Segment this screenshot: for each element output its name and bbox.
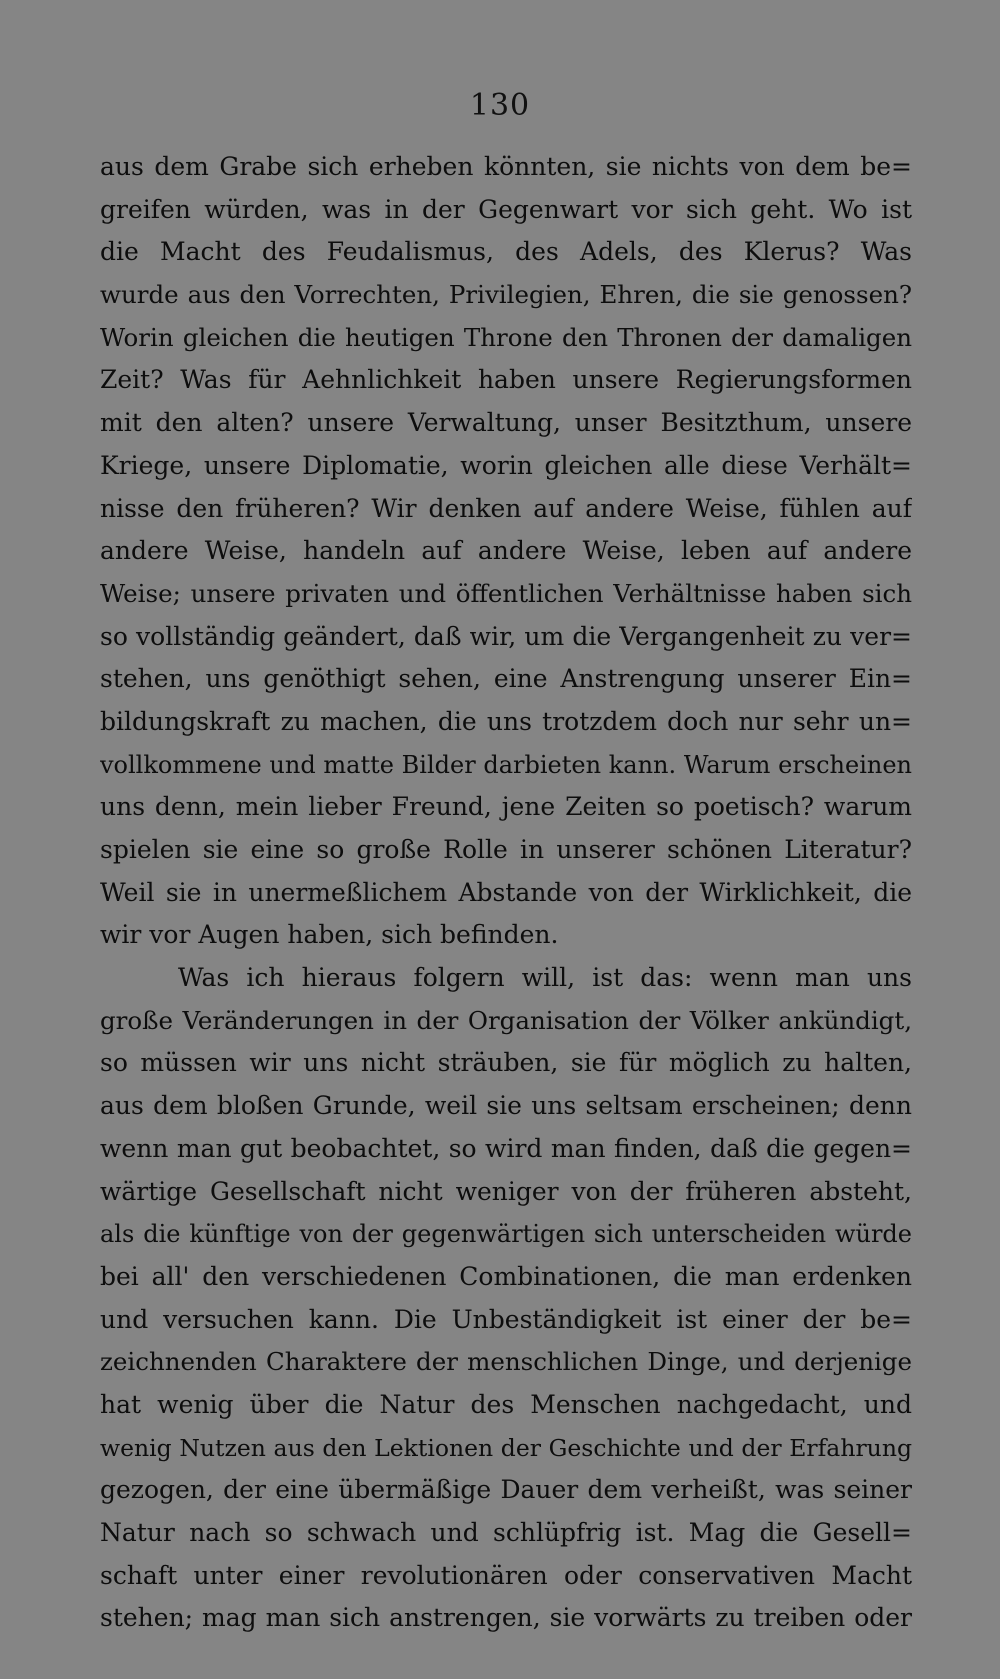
body-text [100, 146, 912, 1640]
text-line: Weil sie in unermeßlichem Abstande von der Wirklichkeit, die [100, 877, 912, 907]
text-line: große Veränderungen in der Organisation der Völker ankündigt, [100, 1005, 912, 1035]
text-line: stehen; mag man sich anstrengen, sie vorwärts zu treiben oder [100, 1603, 912, 1633]
text-line: schaft unter einer revolutionären oder conservativen Macht [100, 1560, 912, 1590]
text-line: mit den alten? unsere Verwaltung, unser Besitzthum, unsere [100, 408, 912, 438]
text-line: hat wenig über die Natur des Menschen nachgedacht, und [100, 1389, 912, 1419]
text-line: zeichnenden Charaktere der menschlichen Dinge, und derjenige [100, 1347, 912, 1377]
text-line: andere Weise, handeln auf andere Weise, leben auf andere [100, 536, 912, 566]
paragraph-start-line: Was ich hieraus folgern will, ist das: wenn man uns [178, 963, 912, 993]
text-line: bei all' den verschiedenen Combinationen, die man erdenken [100, 1261, 912, 1291]
text-line: so vollständig geändert, daß wir, um die Vergangenheit zu ver= [100, 621, 912, 651]
text-line: die Macht des Feudalismus, des Adels, des Klerus? Was [100, 237, 912, 267]
text-line: Worin gleichen die heutigen Throne den Thronen der damaligen [100, 322, 912, 352]
text-line: nisse den früheren? Wir denken auf andere Weise, fühlen auf [100, 493, 912, 523]
text-line: spielen sie eine so große Rolle in unserer schönen Literatur? [100, 835, 912, 864]
text-line: aus dem Grabe sich erheben könnten, sie nichts von dem be= [100, 152, 912, 181]
text-line: uns denn, mein lieber Freund, jene Zeiten so poetisch? warum [100, 792, 912, 822]
text-line: wurde aus den Vorrechten, Privilegien, Ehren, die sie genossen? [100, 280, 912, 310]
text-line: so müssen wir uns nicht sträuben, sie für möglich zu halten, [100, 1048, 912, 1078]
text-line: Natur nach so schwach und schlüpfrig ist. Mag die Gesell= [100, 1518, 912, 1547]
text-line: stehen, uns genöthigt sehen, eine Anstrengung unserer Ein= [100, 664, 912, 694]
text-line: Zeit? Was für Aehnlichkeit haben unsere Regierungsformen [100, 365, 912, 395]
page-number: 130 [469, 88, 531, 123]
text-line: als die künftige von der gegenwärtigen sich unterscheiden würde [100, 1220, 912, 1249]
text-line: wenig Nutzen aus den Lektionen der Geschichte und der Erfahrung [100, 1433, 912, 1462]
text-line: greifen würden, was in der Gegenwart vor sich geht. Wo ist [100, 194, 912, 224]
text-line: Kriege, unsere Diplomatie, worin gleichen alle diese Verhält= [100, 450, 912, 480]
text-line: aus dem bloßen Grunde, weil sie uns seltsam erscheinen; denn [100, 1091, 912, 1121]
text-line: Weise; unsere privaten und öffentlichen Verhältnisse haben sich [100, 578, 912, 608]
text-line: und versuchen kann. Die Unbeständigkeit ist einer der be= [100, 1304, 912, 1334]
text-line: wärtige Gesellschaft nicht weniger von der früheren absteht, [100, 1176, 912, 1206]
text-line: wenn man gut beobachtet, so wird man finden, daß die gegen= [100, 1133, 912, 1163]
paragraph-end-line: wir vor Augen haben, sich befinden. [100, 920, 559, 950]
text-line: bildungskraft zu machen, die uns trotzdem doch nur sehr un= [100, 706, 912, 736]
text-line: gezogen, der eine übermäßige Dauer dem verheißt, was seiner [100, 1475, 912, 1505]
text-line: vollkommene und matte Bilder darbieten kann. Warum erscheinen [100, 750, 912, 779]
